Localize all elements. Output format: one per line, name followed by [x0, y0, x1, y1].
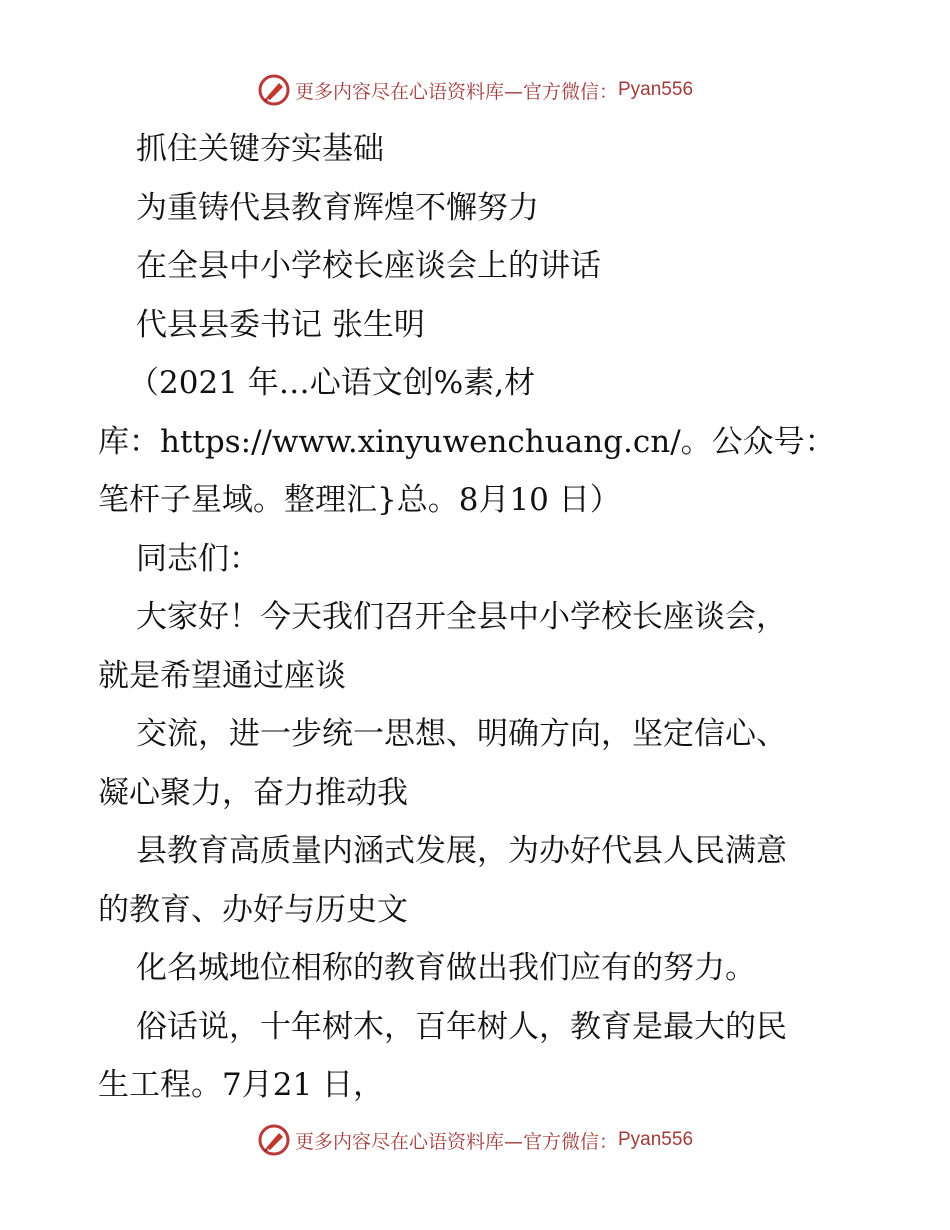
footer-watermark — [0, 1120, 950, 1160]
salutation: 同志们： — [136, 540, 260, 577]
author-line: 代县县委书记 张生明 — [136, 306, 425, 343]
paragraph-line: 的教育、办好与历史文 — [98, 891, 408, 928]
date-note-line-3: 笔杆子星域。整理汇}总。8月10 日） — [98, 482, 621, 518]
paragraph-line: 凝心聚力，奋力推动我 — [98, 774, 408, 811]
date-note-line-1: （2021 年…心语文创%素,材 — [128, 365, 536, 401]
watermark-wechat-id: Pyan556 — [618, 1129, 694, 1150]
paragraph-line: 俗话说，十年树木，百年树人，教育是最大的民 — [136, 1008, 787, 1045]
watermark-text: 更多内容尽在心语资料库—官方微信： — [294, 1130, 618, 1153]
paragraph-line: 交流，进一步统一思想、明确方向，坚定信心、 — [136, 716, 787, 752]
title-line-1: 抓住关键夯实基础 — [136, 131, 384, 167]
date-note-line-2: 库：https://www.xinyuwenchuang.cn/。公众号： — [98, 423, 836, 460]
header-watermark — [0, 70, 950, 110]
subtitle-line: 在全县中小学校长座谈会上的讲话 — [136, 248, 601, 284]
pen-nib-logo-icon — [257, 73, 291, 107]
pen-nib-logo-icon — [257, 1123, 291, 1157]
paragraph-line: 大家好！今天我们召开全县中小学校长座谈会， — [136, 599, 787, 635]
watermark-text: 更多内容尽在心语资料库—官方微信： — [294, 80, 618, 103]
paragraph-line: 就是希望通过座谈 — [98, 657, 346, 694]
paragraph-line: 生工程。7月21 日， — [98, 1067, 385, 1103]
paragraph-line: 化名城地位相称的教育做出我们应有的努力。 — [136, 950, 756, 986]
title-line-2: 为重铸代县教育辉煌不懈努力 — [136, 189, 539, 226]
watermark-wechat-id: Pyan556 — [618, 79, 694, 100]
paragraph-line: 县教育高质量内涵式发展，为办好代县人民满意 — [136, 833, 787, 869]
document-body — [98, 120, 858, 1115]
